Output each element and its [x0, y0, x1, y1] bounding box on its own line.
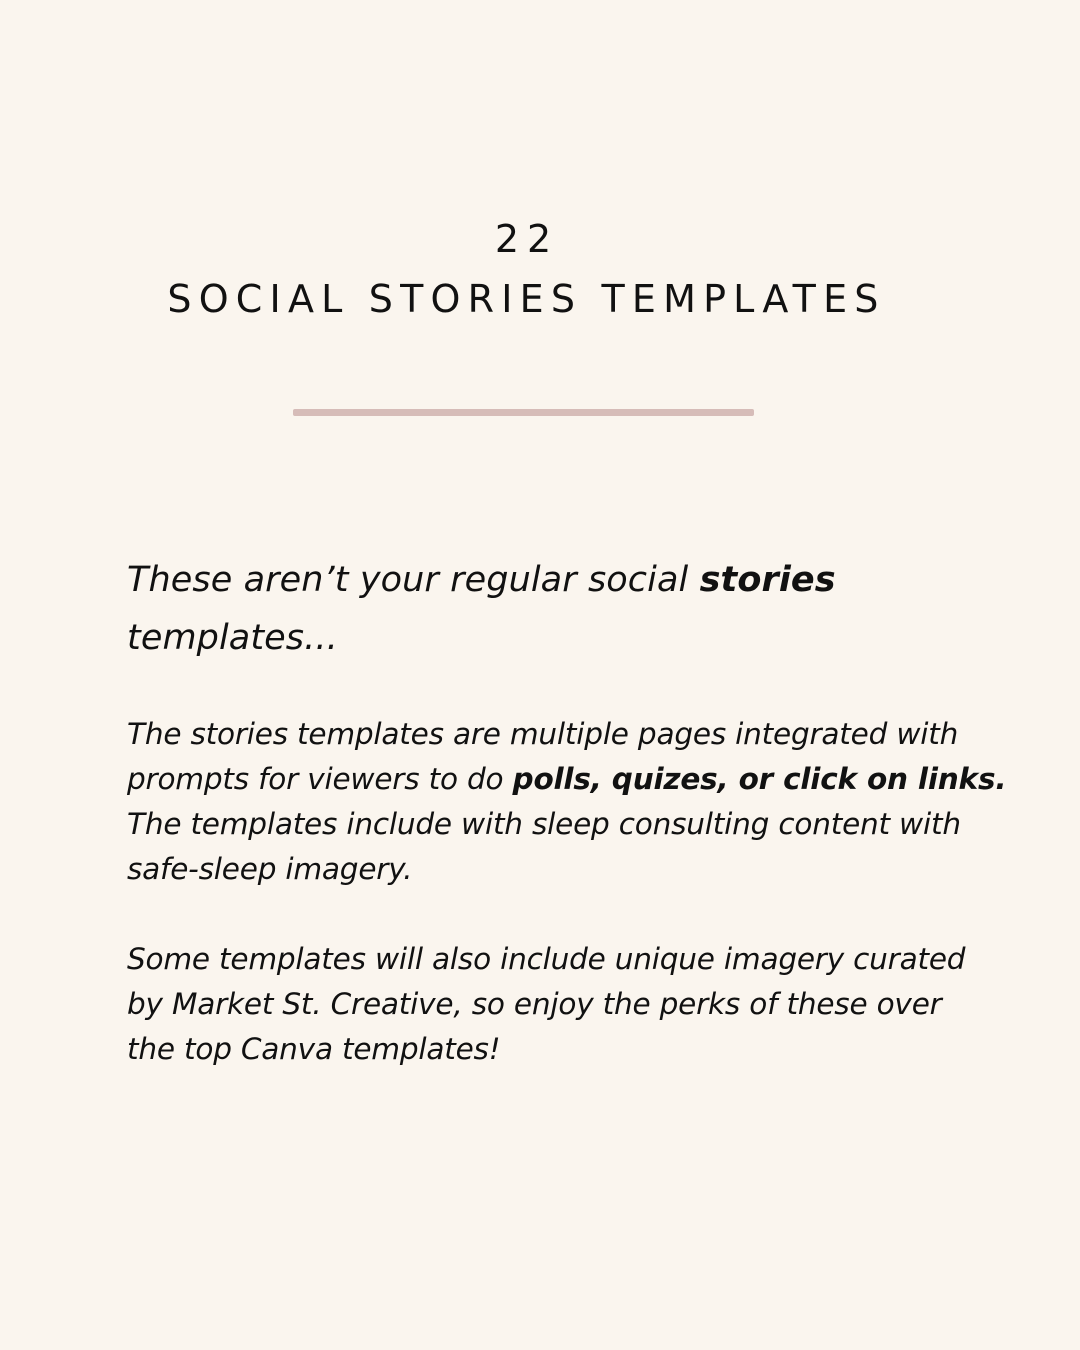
- intro-text-line2: templates...: [127, 618, 338, 658]
- divider: [293, 409, 754, 416]
- imagery-paragraph: [127, 937, 1007, 1072]
- intro-text-part1: These aren’t your regular social: [127, 560, 700, 600]
- intro-text: [127, 551, 987, 667]
- page-title: SOCIAL STORIES TEMPLATES: [167, 277, 886, 321]
- imagery-line2: by Market St. Creative, so enjoy the perks of these over: [127, 987, 942, 1021]
- description-part1: The stories templates are multiple pages integrated with prompts for viewers to do: [127, 717, 959, 796]
- imagery-line1: Some templates will also include unique imagery curated: [127, 942, 966, 976]
- description-bold: polls, quizes, or click on links.: [512, 762, 1007, 796]
- imagery-line3: the top Canva templates!: [127, 1032, 501, 1066]
- title-block: [0, 214, 1046, 325]
- description-part2: The templates include with sleep consulting content with safe-sleep imagery.: [127, 807, 961, 886]
- intro-text-bold: stories: [699, 560, 836, 600]
- template-count: 22: [494, 217, 560, 261]
- description-paragraph: [127, 712, 1007, 892]
